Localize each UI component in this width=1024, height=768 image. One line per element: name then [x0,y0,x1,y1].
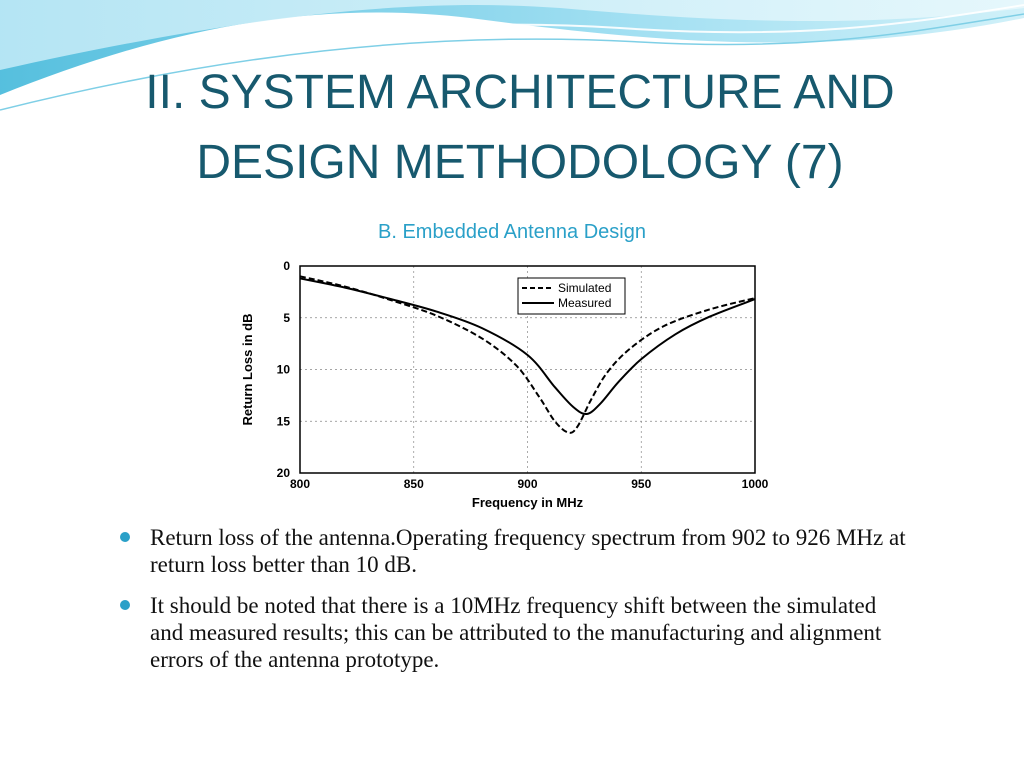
return-loss-chart [238,256,778,514]
bullet-icon [120,600,130,610]
y-tick-label: 20 [276,466,290,480]
bullet-icon [120,532,130,542]
bullet-list [120,524,910,687]
x-tick-label: 850 [403,477,424,491]
bullet-text: Return loss of the antenna.Operating frequency spectrum from 902 to 926 MHz at return loss better than 10 dB. [150,525,906,577]
y-tick-label: 5 [283,310,290,325]
x-tick-label: 1000 [741,477,769,491]
x-axis-label: Frequency in MHz [471,495,584,510]
bullet-item [120,592,910,673]
y-tick-label: 15 [276,414,290,429]
x-tick-label: 900 [517,477,538,491]
slide-title-line2: DESIGN METHODOLOGY (7) [196,136,844,189]
slide-title [60,58,980,198]
slide-subtitle: B. Embedded Antenna Design [378,221,646,243]
x-tick-label: 800 [289,477,311,491]
y-tick-label: 0 [283,259,290,273]
legend-label: Measured [558,296,612,310]
bullet-text: It should be noted that there is a 10MHz frequency shift between the simulated and measured results; this can be attributed to the manufacturing and alignment errors of the antenna prototype. [150,593,882,672]
slide-title-line1: II. SYSTEM ARCHITECTURE AND [145,66,895,119]
y-tick-label: 10 [276,362,290,377]
legend-label: Simulated [558,281,612,295]
y-axis-label: Return Loss in dB [240,313,255,426]
x-tick-label: 950 [631,477,652,491]
bullet-item [120,524,910,578]
chart-legend [518,278,625,314]
